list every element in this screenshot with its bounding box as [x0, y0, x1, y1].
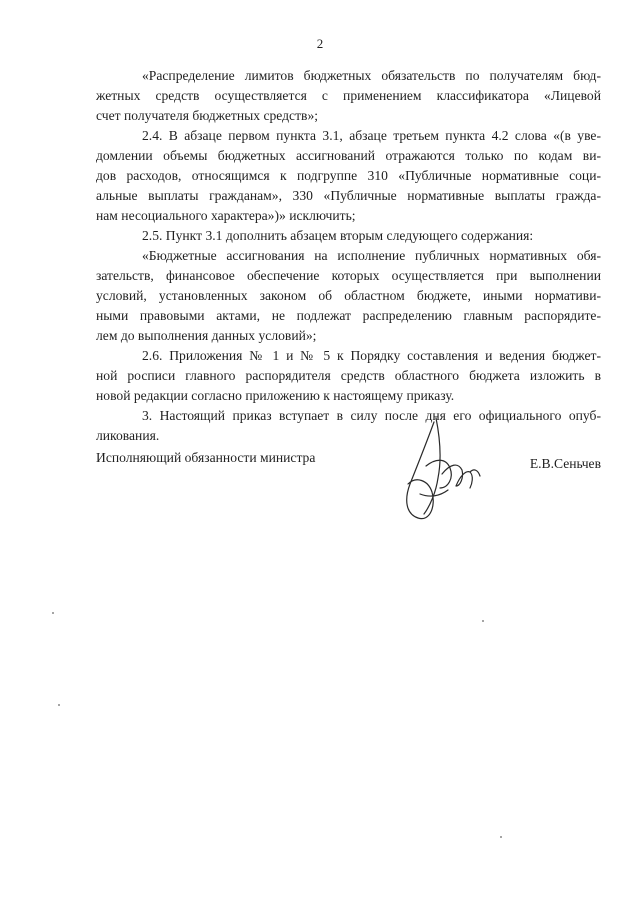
signature-block	[96, 450, 601, 510]
paragraph-3	[96, 406, 601, 446]
text-line: «Бюджетные ассигнования на исполнение публичных нормативных обя-	[142, 248, 601, 263]
text-line: ными правовыми актами, не подлежат распределению главным распорядите-	[96, 308, 601, 323]
signatory-name: Е.В.Сеньчев	[529, 456, 601, 471]
text-line: 2.5. Пункт 3.1 дополнить абзацем вторым следующего содержания:	[142, 228, 534, 243]
scan-speck	[500, 836, 502, 838]
text-line: условий, установленных законом об областном бюджете, иными нормативи-	[96, 288, 601, 303]
signatory-title: Исполняющий обязанности министра	[96, 450, 316, 465]
text-line: 2.6. Приложения № 1 и № 5 к Порядку составления и ведения бюджет-	[142, 348, 601, 363]
page-number: 2	[316, 36, 324, 51]
text-line: счет получателя бюджетных средств»;	[96, 108, 319, 123]
text-line: нам несоциального характера»)» исключить;	[96, 208, 356, 223]
document-body	[96, 66, 601, 446]
text-line: 3. Настоящий приказ вступает в силу после дня его официального опуб-	[142, 408, 601, 423]
text-line: новой редакции согласно приложению к настоящему приказу.	[96, 388, 455, 403]
text-line: «Распределение лимитов бюджетных обязательств по получателям бюд-	[142, 68, 601, 83]
text-line: ной росписи главного распорядителя средств областного бюджета изложить в	[96, 368, 601, 383]
paragraph-quote-assignments	[96, 246, 601, 346]
paragraph-quote-distribution	[96, 66, 601, 126]
text-line: альные выплаты гражданам», 330 «Публичные нормативные выплаты гражда-	[96, 188, 601, 203]
paragraph-2-4	[96, 126, 601, 226]
text-line: ликования.	[96, 428, 160, 443]
text-line: лем до выполнения данных условий»;	[96, 328, 317, 343]
scan-speck	[58, 704, 60, 706]
scan-speck	[482, 620, 484, 622]
paragraph-2-6	[96, 346, 601, 406]
text-line: жетных средств осуществляется с применением классификатора «Лицевой	[96, 88, 601, 103]
text-line: 2.4. В абзаце первом пункта 3.1, абзаце третьем пункта 4.2 слова «(в уве-	[142, 128, 601, 143]
scan-speck	[52, 612, 54, 614]
paragraph-2-5	[96, 226, 601, 246]
text-line: дов расходов, относящимся к подгруппе 310 «Публичные нормативные соци-	[96, 168, 601, 183]
text-line: домлении объемы бюджетных ассигнований отражаются только по кодам ви-	[96, 148, 601, 163]
text-line: зательств, финансовое обеспечение которых осуществляется при выполнении	[96, 268, 601, 283]
handwritten-signature	[396, 414, 486, 526]
